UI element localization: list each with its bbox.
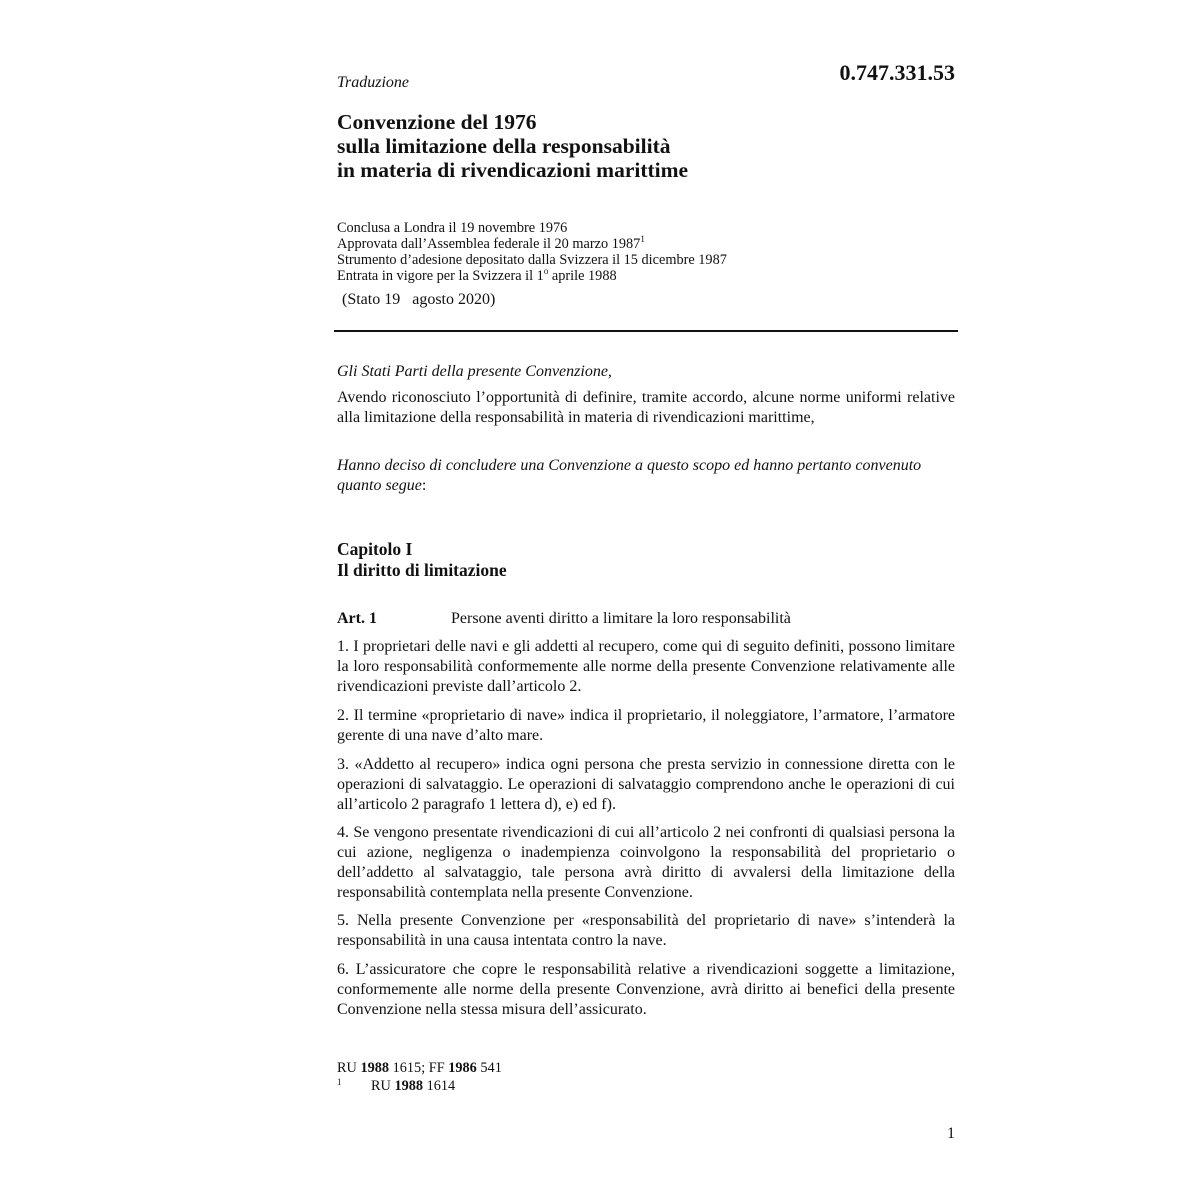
status-line: (Stato 19 agosto 2020)	[342, 291, 496, 308]
footnotes	[337, 1059, 502, 1095]
preamble-decided-colon: :	[421, 477, 427, 494]
source-ru-year: 1988	[360, 1060, 390, 1076]
title-line-3: in materia di rivendicazioni marittime	[337, 158, 689, 182]
preamble-parties: Gli Stati Parti della presente Convenzione,	[337, 363, 612, 380]
instrument-line: Strumento d’adesione depositato dalla Svizzera il 15 dicembre 1987	[337, 252, 727, 268]
entry-prefix: Entrata in vigore per la Svizzera il 1	[337, 268, 544, 284]
page-number: 1	[947, 1125, 955, 1142]
preamble-decided-text: Hanno deciso di concludere una Convenzione a questo scopo ed hanno pertanto convenuto quanto segue	[337, 457, 922, 494]
footnote-1-page: 1614	[423, 1078, 456, 1094]
preamble-decided	[337, 456, 955, 496]
article-paragraph-4: 4. Se vengono presentate rivendicazioni di cui all’articolo 2 nei confronti di qualsiasi persona la cui azione, negligenza o inadempienza coinvolgono la responsabilità del proprietario o dell’addetto al salvataggio, tale persona avrà diritto di avvalersi della limitazione della responsabilità contemplata nella presente Convenzione.	[337, 824, 955, 901]
entry-into-force-line	[337, 268, 957, 284]
approved-text: Approvata dall’Assemblea federale il 20 marzo 1987	[337, 236, 641, 252]
footnote-1-prefix: RU	[371, 1078, 395, 1094]
header-divider	[334, 330, 958, 332]
article-title: Persone aventi diritto a limitare la loro responsabilità	[451, 610, 791, 627]
entry-ordinal: o	[543, 266, 549, 276]
document-metadata	[337, 220, 957, 284]
footnote-1: 1 RU 1988 1614	[337, 1077, 456, 1094]
article-heading	[337, 609, 957, 629]
source-ff-year: 1986	[448, 1060, 477, 1076]
translation-label: Traduzione	[337, 74, 410, 91]
source-ru-page: 1615; FF	[389, 1060, 449, 1076]
sr-number: 0.747.331.53	[839, 60, 955, 85]
article-paragraph-5: 5. Nella presente Convenzione per «responsabilità del proprietario di nave» s’intenderà la responsabilità in una causa intentata contro la nave.	[337, 912, 955, 949]
title-line-1: Convenzione del 1976	[337, 110, 537, 134]
footnote-1-year: 1988	[394, 1078, 424, 1094]
chapter-heading	[337, 539, 507, 581]
entry-suffix: aprile 1988	[548, 268, 617, 284]
concluded-line: Conclusa a Londra il 19 novembre 1976	[337, 220, 568, 236]
approved-line	[337, 236, 957, 252]
document-title	[337, 110, 957, 182]
footnote-ref: 1	[640, 234, 645, 244]
source-ff-page: 541	[476, 1060, 502, 1076]
title-line-2: sulla limitazione della responsabilità	[337, 134, 671, 158]
preamble-recognizing: Avendo riconosciuto l’opportunità di definire, tramite accordo, alcune norme uniformi relative alla limitazione della responsabilità in materia di rivendicazioni marittime,	[337, 389, 955, 426]
chapter-number: Capitolo I	[337, 539, 413, 559]
article-paragraph-6: 6. L’assicuratore che copre le responsabilità relative a rivendicazioni soggette a limitazione, conformemente alle norme della presente Convenzione, avrà diritto ai benefici della presente Convenzione nella stessa misura dell’assicurato.	[337, 961, 955, 1018]
chapter-title: Il diritto di limitazione	[337, 560, 507, 580]
source-reference	[337, 1059, 502, 1077]
article-paragraph-1: 1. I proprietari delle navi e gli addetti al recupero, come qui di seguito definiti, possono limitare la loro responsabilità conformemente alle norme della presente Convenzione relativamente alle rivendicazioni previste dall’articolo 2.	[337, 638, 955, 695]
article-number: Art. 1	[337, 610, 377, 627]
source-ru-prefix: RU	[337, 1060, 361, 1076]
article-paragraph-3: 3. «Addetto al recupero» indica ogni persona che presta servizio in connessione diretta con le operazioni di salvataggio. Le operazioni di salvataggio comprendono anche le operazioni di cui all’articolo 2 paragrafo 1 lettera d), e) ed f).	[337, 756, 955, 813]
article-paragraph-2: 2. Il termine «proprietario di nave» indica il proprietario, il noleggiatore, l’armatore, l’armatore gerente di una nave d’alto mare.	[337, 707, 955, 744]
